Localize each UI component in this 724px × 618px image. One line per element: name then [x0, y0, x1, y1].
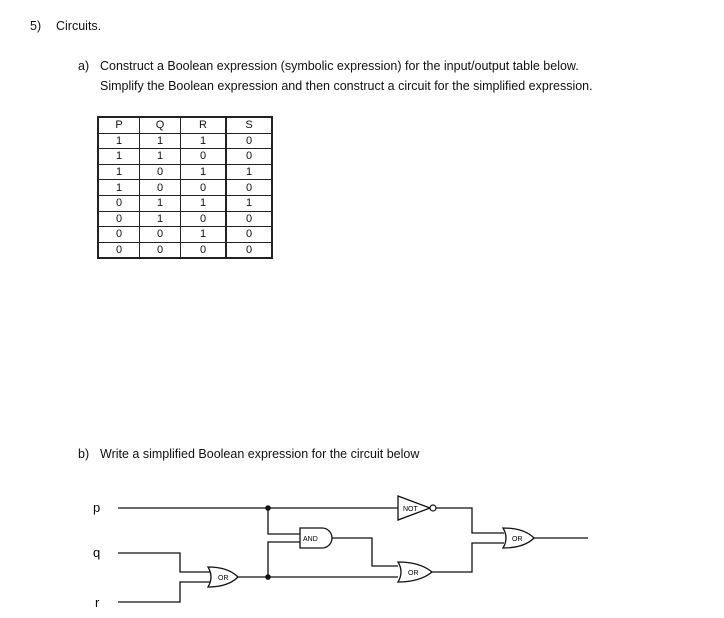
table-cell: 1	[140, 195, 181, 211]
table-row	[98, 195, 272, 211]
table-row	[98, 133, 272, 149]
question-title: Circuits.	[56, 19, 102, 33]
table-cell: 0	[181, 180, 227, 196]
table-cell: 1	[181, 164, 227, 180]
table-cell: 0	[181, 211, 227, 227]
junction-dot	[265, 505, 271, 511]
table-cell: 0	[226, 133, 272, 149]
table-cell: 0	[140, 227, 181, 243]
table-cell: 0	[98, 227, 140, 243]
input-label-r: r	[95, 595, 100, 610]
table-cell: 1	[181, 133, 227, 149]
table-cell: 0	[98, 242, 140, 258]
table-cell: 1	[181, 227, 227, 243]
part-a-line-2: Simplify the Boolean expression and then construct a circuit for the simplified expression.	[100, 79, 593, 93]
table-cell: 0	[140, 242, 181, 258]
table-cell: 1	[226, 195, 272, 211]
table-cell: 0	[98, 195, 140, 211]
wire-and-out	[332, 538, 398, 566]
table-row	[98, 180, 272, 196]
or-gate-qr	[208, 567, 238, 587]
table-cell: 1	[98, 133, 140, 149]
header-q: Q	[140, 117, 181, 133]
table-cell: 1	[140, 211, 181, 227]
table-cell: 1	[140, 149, 181, 165]
question-number: 5)	[30, 19, 42, 33]
wire-or-mid-out	[432, 543, 504, 572]
table-cell: 0	[140, 180, 181, 196]
not-gate	[398, 496, 436, 520]
part-b-text: Write a simplified Boolean expression for the circuit below	[100, 447, 420, 461]
table-cell: 0	[226, 149, 272, 165]
part-b-label: b)	[78, 447, 90, 461]
table-cell: 0	[226, 242, 272, 258]
table-cell: 1	[98, 149, 140, 165]
truth-table	[97, 116, 273, 259]
table-cell: 0	[226, 180, 272, 196]
table-row	[98, 242, 272, 258]
wire-q	[118, 553, 210, 572]
table-row	[98, 211, 272, 227]
table-cell: 0	[140, 164, 181, 180]
wire-or-qr-out	[238, 542, 300, 577]
and-gate-label: AND	[303, 536, 318, 543]
and-gate	[300, 528, 332, 548]
table-cell: 1	[181, 195, 227, 211]
logic-circuit	[0, 480, 724, 618]
or-gate-output-label: OR	[512, 536, 523, 543]
wire-p-branch	[268, 508, 300, 534]
wire-r	[118, 582, 210, 602]
table-row	[98, 164, 272, 180]
input-label-p: p	[93, 500, 101, 515]
or-gate-output	[503, 528, 534, 548]
table-cell: 1	[226, 164, 272, 180]
table-row	[98, 227, 272, 243]
table-row	[98, 149, 272, 165]
or-gate-qr-label: OR	[218, 575, 229, 582]
truth-table-header-row	[98, 117, 272, 133]
junction-dot	[265, 574, 271, 580]
table-cell: 0	[181, 149, 227, 165]
header-s: S	[226, 117, 272, 133]
table-cell: 1	[140, 133, 181, 149]
not-gate-label: NOT	[403, 506, 418, 513]
or-gate-mid-label: OR	[408, 570, 419, 577]
or-gate-mid	[398, 562, 432, 582]
input-label-q: q	[93, 545, 101, 560]
part-a-line-1: Construct a Boolean expression (symbolic expression) for the input/output table below.	[100, 59, 579, 73]
table-cell: 0	[226, 227, 272, 243]
header-r: R	[181, 117, 227, 133]
table-cell: 0	[226, 211, 272, 227]
table-cell: 0	[98, 211, 140, 227]
wire-not-out	[436, 508, 504, 533]
table-cell: 0	[181, 242, 227, 258]
table-cell: 1	[98, 164, 140, 180]
header-p: P	[98, 117, 140, 133]
part-a-label: a)	[78, 59, 90, 73]
table-cell: 1	[98, 180, 140, 196]
